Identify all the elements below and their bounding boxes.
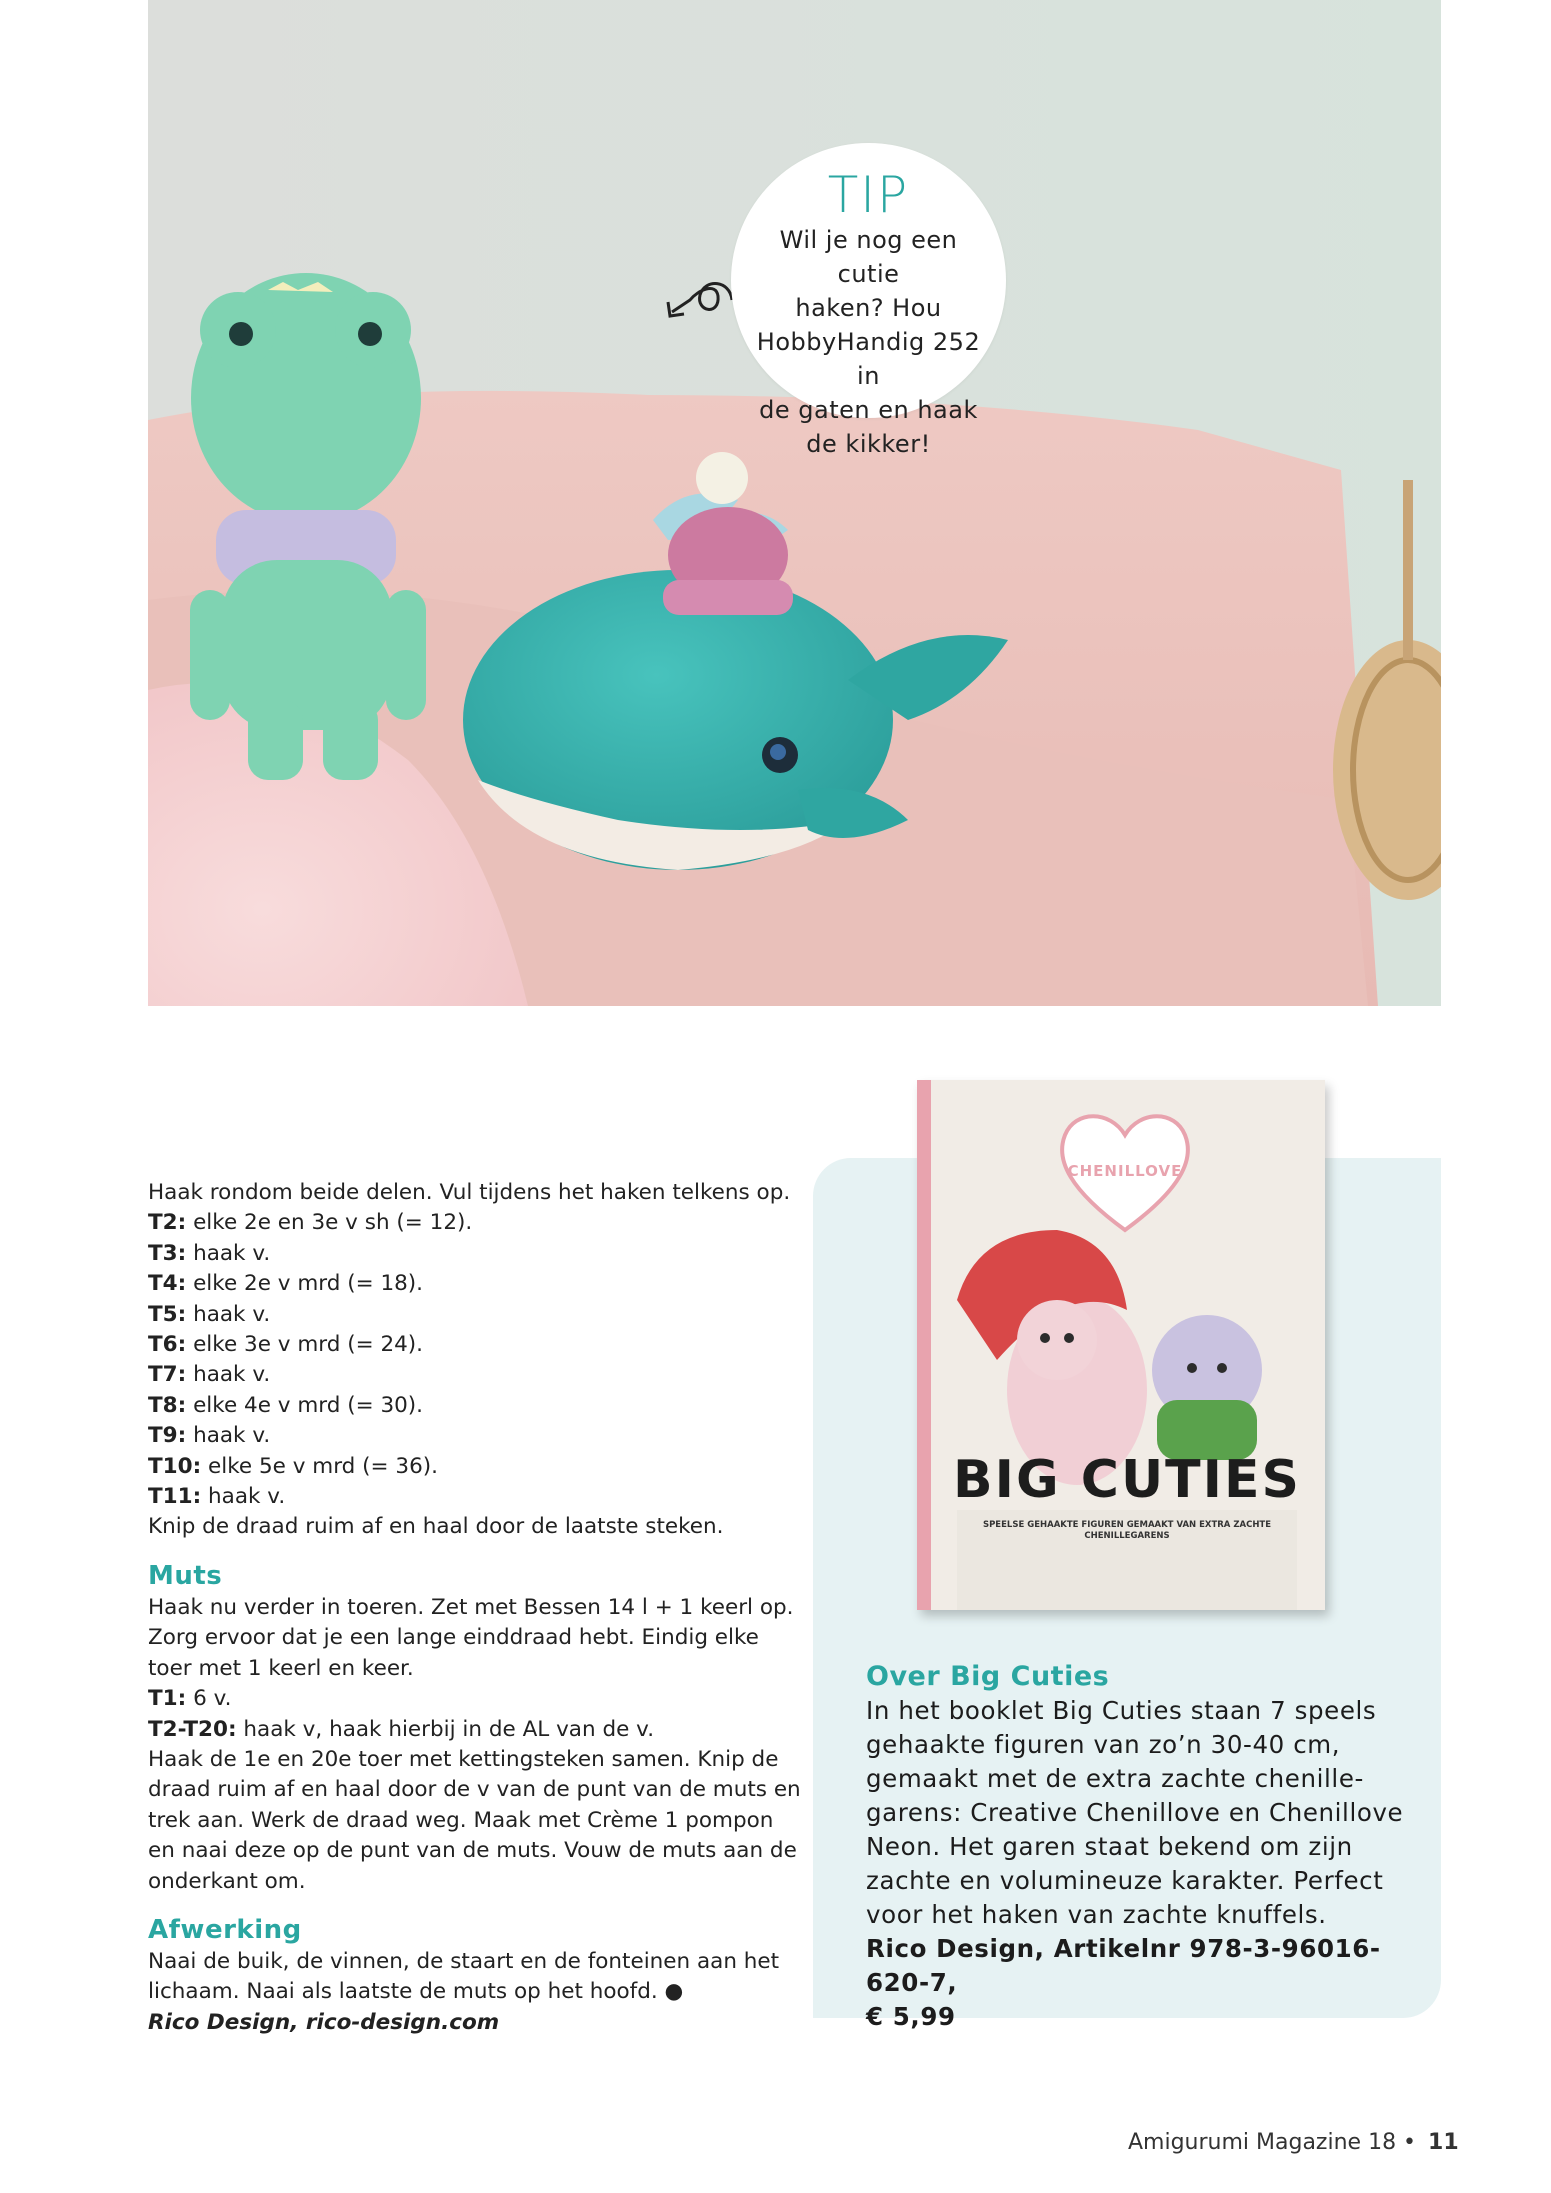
afwerking-line: Naai de buik, de vinnen, de staart en de fonteinen aan het — [148, 1948, 780, 1974]
instruction-intro: Haak rondom beide delen. Vul tijdens het haken telkens op. — [148, 1180, 791, 1205]
curly-arrow-icon — [660, 270, 740, 340]
over-line: gehaakte figuren van zo’n 30-40 cm, — [866, 1730, 1341, 1759]
tip-title: TIP — [827, 166, 910, 224]
over-big-cuties — [866, 1660, 1406, 2034]
credit-line: Rico Design, rico-design.com — [148, 2009, 500, 2035]
frog-toy — [190, 273, 426, 780]
round-row: T4: elke 2e v mrd (= 18). — [148, 1271, 424, 1297]
book-heart-logo — [1050, 1100, 1200, 1240]
tip-line: HobbyHandig 252 in — [756, 328, 981, 390]
tip-line: haken? Hou — [795, 294, 942, 322]
page-footer — [1128, 2130, 1459, 2155]
over-line: gemaakt met de extra zachte chenille- — [866, 1764, 1364, 1793]
muts-line: Zorg ervoor dat je een lange einddraad hebt. Eindig elke — [148, 1625, 759, 1651]
muts-line: onderkant om. — [148, 1868, 306, 1894]
muts-line: Haak nu verder in toeren. Zet met Bessen 14 l + 1 keerl op. — [148, 1594, 794, 1620]
muts-line: toer met 1 keerl en keer. — [148, 1655, 414, 1681]
round-row: T1: 6 v. — [148, 1686, 232, 1712]
afwerking-heading: Afwerking — [148, 1914, 302, 1945]
tip-line: de kikker! — [806, 430, 931, 458]
tip-bubble — [731, 143, 1006, 458]
over-heading: Over Big Cuties — [866, 1661, 1110, 1692]
over-line: garens: Creative Chenillove en Chenillove — [866, 1798, 1404, 1827]
muts-line: Haak de 1e en 20e toer met kettingsteken samen. Knip de — [148, 1746, 779, 1772]
round-row: T11: haak v. — [148, 1484, 286, 1510]
over-line: zachte en volumineuze karakter. Perfect — [866, 1866, 1384, 1895]
round-row: T8: elke 4e v mrd (= 30). — [148, 1392, 424, 1418]
round-row: T3: haak v. — [148, 1240, 271, 1266]
afwerking-line: lichaam. Naai als laatste de muts op het hoofd. ● — [148, 1979, 684, 2005]
footer-dot: • — [1396, 2130, 1417, 2155]
round-row: T10: elke 5e v mrd (= 36). — [148, 1453, 438, 1479]
over-line: voor het haken van zachte knuffels. — [866, 1900, 1327, 1929]
over-line: In het booklet Big Cuties staan 7 speels — [866, 1696, 1377, 1725]
tip-text — [749, 223, 988, 461]
book-subtitle: SPEELSE GEHAAKTE FIGUREN GEMAAKT VAN EXTRA ZACHTE CHENILLEGARENS — [982, 1520, 1272, 1541]
book-title: BIG CUTIES — [953, 1450, 1301, 1510]
round-row: T9: haak v. — [148, 1423, 271, 1449]
book-brand: CHENILLOVE — [1067, 1162, 1183, 1180]
book-cover — [917, 1080, 1325, 1610]
tip-line: Wil je nog een cutie — [779, 226, 958, 288]
muts-line: draad ruim af en haal door de v van de punt van de muts en — [148, 1777, 801, 1803]
magazine-name: Amigurumi Magazine 18 — [1128, 2130, 1397, 2155]
round-row: T7: haak v. — [148, 1362, 271, 1388]
muts-line: trek aan. Werk de draad weg. Maak met Crème 1 pompon — [148, 1807, 774, 1833]
round-row: T2: elke 2e en 3e v sh (= 12). — [148, 1210, 473, 1236]
over-product-line: Rico Design, Artikelnr 978-3-96016-620-7, — [866, 1934, 1381, 1997]
round-row: T6: elke 3e v mrd (= 24). — [148, 1332, 424, 1358]
over-line: Neon. Het garen staat bekend om zijn — [866, 1832, 1353, 1861]
tip-line: de gaten en haak — [759, 396, 978, 424]
page-number: 11 — [1428, 2130, 1459, 2155]
round-row: T2-T20: haak v, haak hierbij in de AL van de v. — [148, 1716, 655, 1742]
round-row: T5: haak v. — [148, 1301, 271, 1327]
muts-line: en naai deze op de punt van de muts. Vouw de muts aan de — [148, 1838, 797, 1864]
instruction-closing: Knip de draad ruim af en haal door de laatste steken. — [148, 1514, 724, 1540]
hero-photo — [148, 0, 1441, 1006]
over-price-line: € 5,99 — [866, 2002, 956, 2031]
muts-heading: Muts — [148, 1560, 223, 1591]
pattern-instructions — [148, 1178, 801, 2038]
